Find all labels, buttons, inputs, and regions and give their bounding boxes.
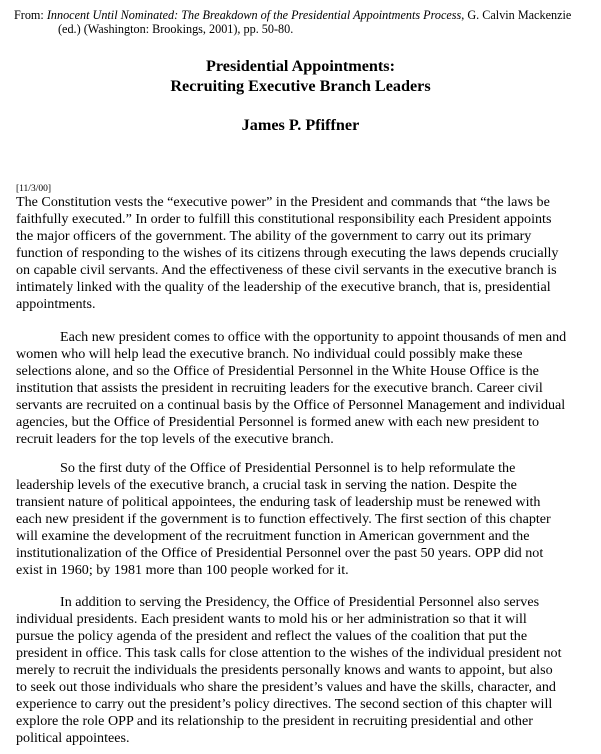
paragraph-4 <box>16 594 588 747</box>
paragraph-line: institution that assists the president in recruiting leaders for the executive branch. Career civil <box>16 380 543 396</box>
paragraph-line: on capable civil servants. And the effectiveness of these civil servants in the executive branch is <box>16 262 557 278</box>
paragraph-line: transient nature of political appointees, the enduring task of leadership must be renewed with <box>16 494 541 510</box>
paragraph-line: to seek out those individuals who share the president’s values and have the skills, character, and <box>16 679 556 695</box>
paragraph-line: In addition to serving the Presidency, the Office of Presidential Personnel also serves <box>60 594 540 610</box>
paragraph-line: the major officers of the government. The ability of the government to carry out its primary <box>16 228 532 244</box>
paragraph-line: The Constitution vests the “executive power” in the President and commands that “the laws be <box>16 194 550 210</box>
paragraph-1 <box>16 194 588 313</box>
paragraph-line: merely to recruit the individuals the presidents personally knows and wants to appoint, but also <box>16 662 553 678</box>
paragraph-line: agencies, but the Office of Presidential Personnel is formed anew with each new president to <box>16 414 540 430</box>
citation-publication-details: (ed.) (Washington: Brookings, 2001), pp. 50-80. <box>58 21 294 36</box>
source-citation <box>14 9 590 36</box>
citation-prefix: From: <box>14 8 47 22</box>
paragraph-line: experience to carry out the president’s policy directives. The second section of this chapter will <box>16 696 553 712</box>
paragraph-line: faithfully executed.” In order to fulfill this constitutional responsibility each President appoints <box>16 211 552 227</box>
paragraph-line: each new president if the government is to function effectively. The first section of this chapter <box>16 511 551 527</box>
paragraph-2 <box>16 329 588 448</box>
paragraph-line: servants are recruited on a continual basis by the Office of Personnel Management and individual <box>16 397 566 413</box>
title-line-2: Recruiting Executive Branch Leaders <box>170 77 431 95</box>
paragraph-line: recruit leaders for the top levels of the executive branch. <box>16 431 334 447</box>
paragraph-line: exist in 1960; by 1981 more than 100 people worked for it. <box>16 562 349 578</box>
paragraph-line: president in office. This task calls for close attention to the wishes of the individual president not <box>16 645 562 661</box>
paragraph-line: women who will help lead the executive branch. No individual could possibly make these <box>16 346 523 362</box>
date-tag: [11/3/00] <box>16 184 52 194</box>
paragraph-line: appointments. <box>16 296 96 312</box>
paragraph-line: will examine the development of the recruitment function in American government and the <box>16 528 530 544</box>
paragraph-line: individual presidents. Each president wants to mold his or her administration so that it will <box>16 611 527 627</box>
paragraph-line: leadership levels of the executive branch, a crucial task in serving the nation. Despite the <box>16 477 517 493</box>
paragraph-line: pursue the policy agenda of the president and reflect the values of the coalition that put the <box>16 628 528 644</box>
citation-editor: , G. Calvin Mackenzie <box>461 8 572 22</box>
paragraph-line: political appointees. <box>16 730 130 746</box>
author-name: James P. Pfiffner <box>241 116 360 134</box>
paragraph-line: So the first duty of the Office of Presidential Personnel is to help reformulate the <box>60 460 516 476</box>
paragraph-line: Each new president comes to office with the opportunity to appoint thousands of men and <box>60 329 567 345</box>
title-line-1: Presidential Appointments: <box>205 57 396 75</box>
paragraph-line: selections alone, and so the Office of Presidential Personnel in the White House Office is the <box>16 363 539 379</box>
paragraph-line: function of responding to the wishes of its citizens through executing the laws depends crucially <box>16 245 559 261</box>
paragraph-3 <box>16 460 588 579</box>
citation-book-title: Innocent Until Nominated: The Breakdown of the Presidential Appointments Process <box>46 8 462 22</box>
paragraph-line: explore the role OPP and its relationship to the president in recruiting presidential and other <box>16 713 533 729</box>
paragraph-line: institutionalization of the Office of Presidential Personnel over the past 50 years. OPP did not <box>16 545 544 561</box>
paragraph-line: intimately linked with the quality of the leadership of the executive branch, that is, presidential <box>16 279 551 295</box>
